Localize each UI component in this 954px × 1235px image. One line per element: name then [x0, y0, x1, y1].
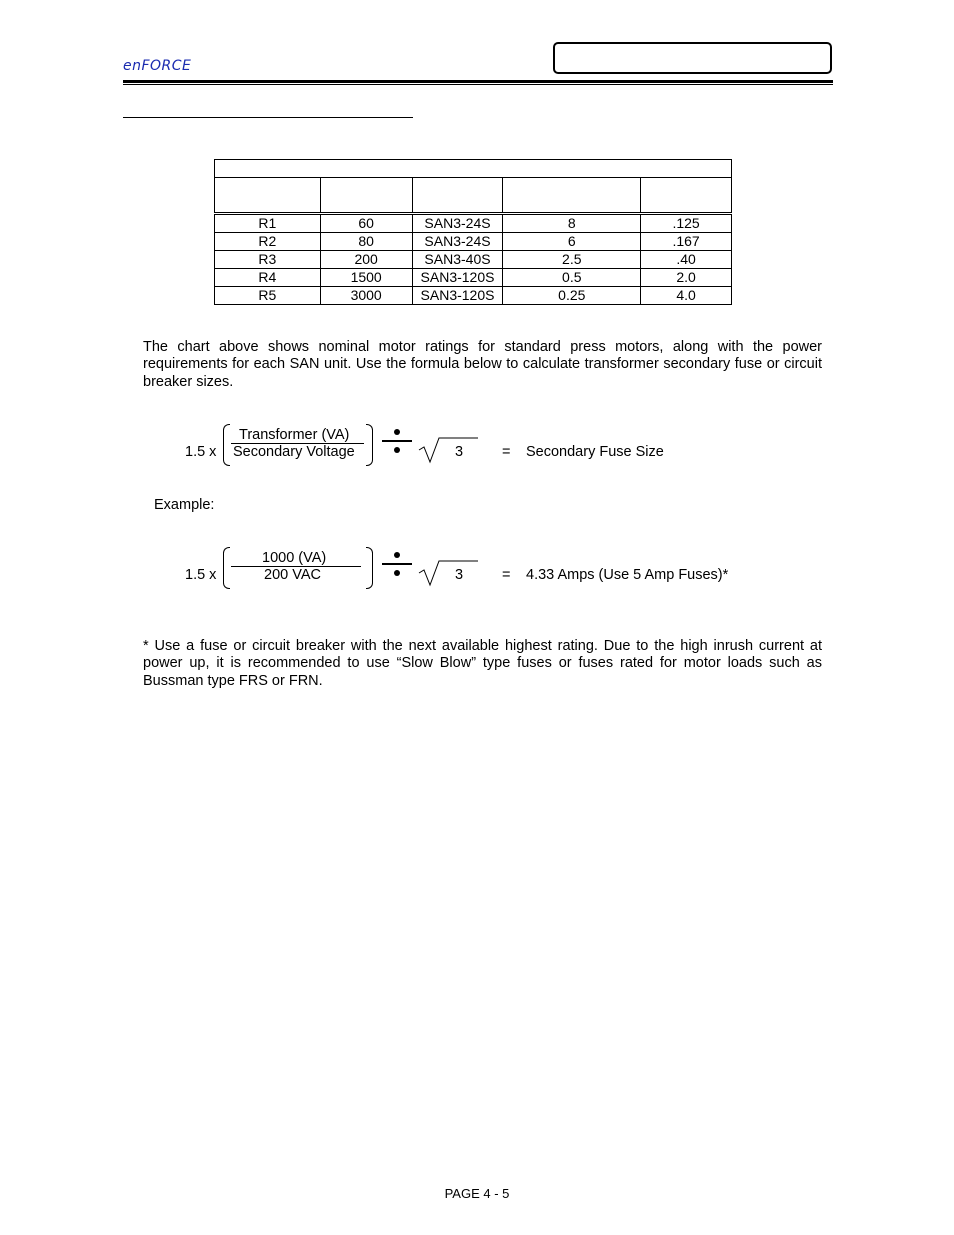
intro-paragraph: The chart above shows nominal motor ratings for standard press motors, along with the power requirements for each SAN unit. Use the formula below to calculate transformer secondary fuse or circuit breaker sizes. — [143, 339, 822, 390]
table-cell: .167 — [641, 233, 732, 251]
formula-right-bracket — [366, 424, 373, 466]
table-title-cell — [215, 160, 732, 178]
formula-equals: = — [502, 444, 511, 460]
header-title-box — [553, 42, 832, 74]
table-cell: 1500 — [320, 269, 412, 287]
table-cell: 2.5 — [503, 251, 641, 269]
section-heading-underline — [123, 117, 413, 118]
formula-result: Secondary Fuse Size — [526, 444, 664, 460]
table-cell: SAN3-120S — [412, 269, 503, 287]
enforce-logo: enFORCE — [123, 58, 192, 74]
table-cell: 0.5 — [503, 269, 641, 287]
header-cell — [641, 178, 732, 214]
table-cell: SAN3-24S — [412, 233, 503, 251]
header-cell — [412, 178, 503, 214]
table-cell: R4 — [215, 269, 321, 287]
table-row — [215, 233, 732, 251]
example-multiplier: 1.5 x — [185, 567, 217, 583]
table-cell: 6 — [503, 233, 641, 251]
table-cell: 2.0 — [641, 269, 732, 287]
divide-dot-bottom — [394, 570, 400, 576]
table-cell: SAN3-40S — [412, 251, 503, 269]
table-cell: .125 — [641, 214, 732, 233]
table-cell: R2 — [215, 233, 321, 251]
table-cell: 80 — [320, 233, 412, 251]
table-title-row — [215, 160, 732, 178]
formula-numerator: Transformer (VA) — [239, 427, 350, 443]
table-cell: 200 — [320, 251, 412, 269]
motor-ratings-table — [214, 159, 732, 305]
header-rule-thin — [123, 84, 833, 85]
header-cell — [320, 178, 412, 214]
table-cell: 8 — [503, 214, 641, 233]
divide-dot-top — [394, 552, 400, 558]
table-row — [215, 287, 732, 305]
header-cell — [503, 178, 641, 214]
formula-denominator: Secondary Voltage — [233, 444, 355, 460]
page-number: PAGE 4 - 5 — [444, 1186, 510, 1201]
formula-multiplier: 1.5 x — [185, 444, 217, 460]
table-row — [215, 214, 732, 233]
example-root-value: 3 — [455, 567, 464, 583]
table-cell: SAN3-120S — [412, 287, 503, 305]
divide-bar — [382, 563, 412, 565]
table-cell: R5 — [215, 287, 321, 305]
table-cell: R1 — [215, 214, 321, 233]
example-right-bracket — [366, 547, 373, 589]
table-cell: 0.25 — [503, 287, 641, 305]
divide-dot-top — [394, 429, 400, 435]
divide-bar — [382, 440, 412, 442]
table-cell: R3 — [215, 251, 321, 269]
table-cell: 4.0 — [641, 287, 732, 305]
table-cell: 3000 — [320, 287, 412, 305]
example-left-bracket — [223, 547, 230, 589]
formula-left-bracket — [223, 424, 230, 466]
example-numerator: 1000 (VA) — [262, 550, 327, 566]
table-cell: .40 — [641, 251, 732, 269]
header-rule-thick — [123, 80, 833, 83]
table-row — [215, 251, 732, 269]
table-cell: SAN3-24S — [412, 214, 503, 233]
example-label: Example: — [154, 497, 215, 513]
example-result: 4.33 Amps (Use 5 Amp Fuses)* — [526, 567, 729, 583]
divide-dot-bottom — [394, 447, 400, 453]
table-header-row — [215, 178, 732, 214]
square-root-icon — [418, 436, 480, 466]
square-root-icon — [418, 559, 480, 589]
header-cell — [215, 178, 321, 214]
table-row — [215, 269, 732, 287]
example-denominator: 200 VAC — [264, 567, 321, 583]
table-cell: 60 — [320, 214, 412, 233]
example-equals: = — [502, 567, 511, 583]
formula-root-value: 3 — [455, 444, 464, 460]
footnote-paragraph: * Use a fuse or circuit breaker with the next available highest rating. Due to the high inrush current at power up, it is recommended to use “Slow Blow” type fuses or fuses rated for motor loads such as Bussman type FRS or FRN. — [143, 638, 822, 689]
